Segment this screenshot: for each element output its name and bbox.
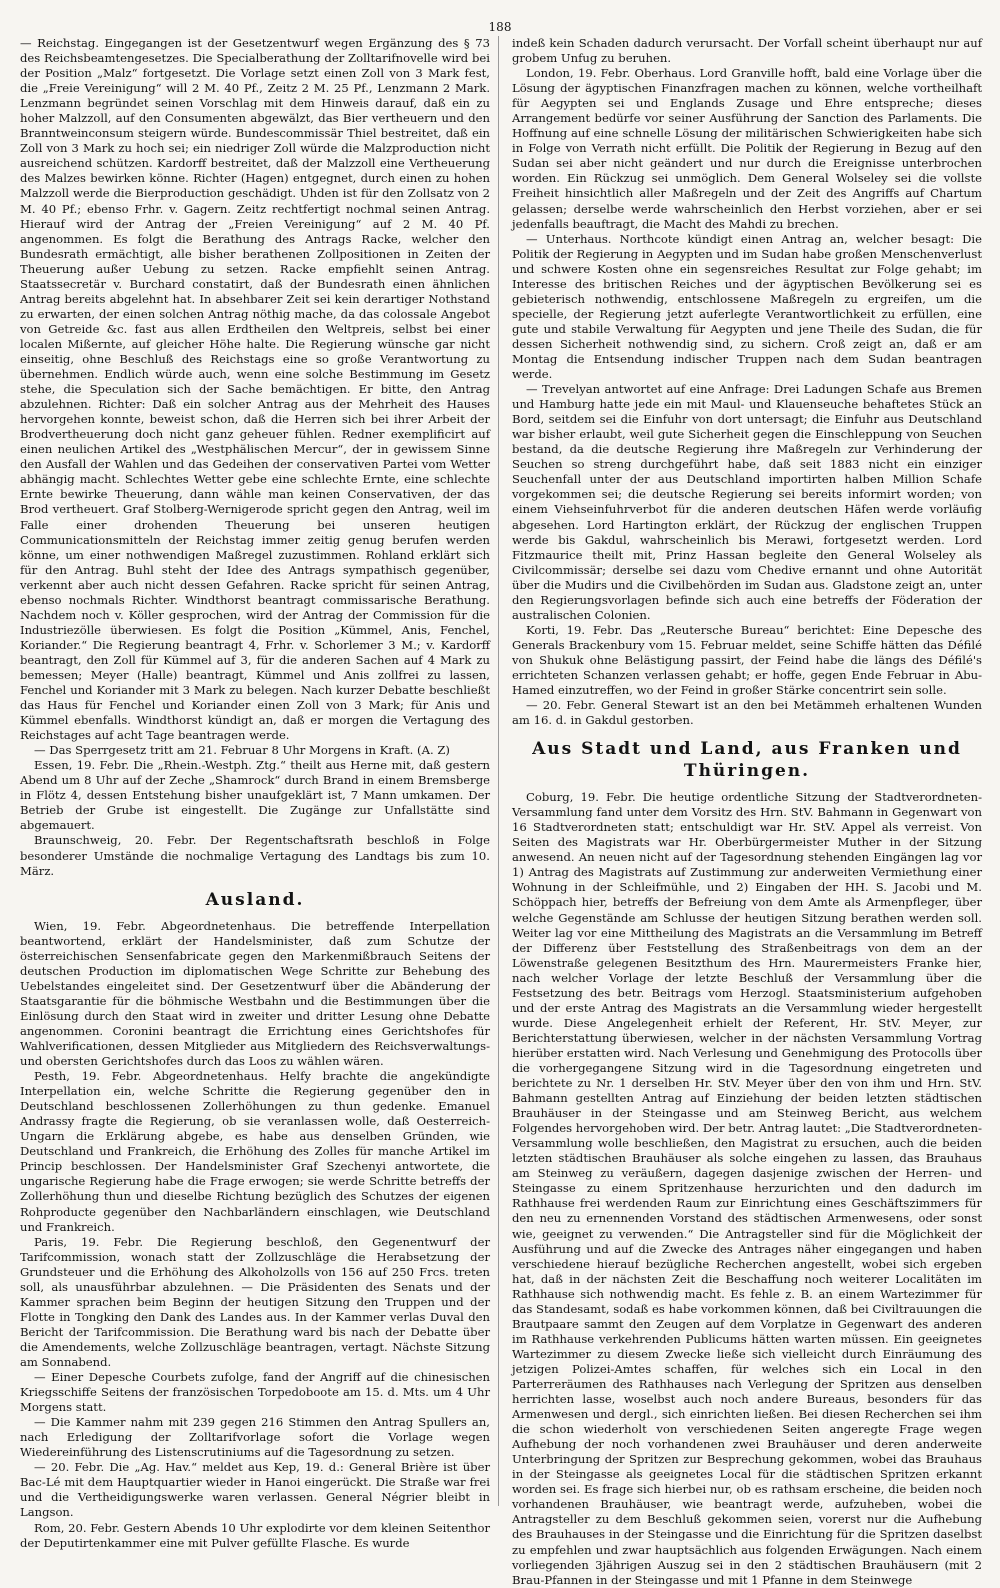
paris-report: Paris, 19. Febr. Die Regierung beschloß, den Gegenentwurf der Tarifcommission, wonach statt der Zollzuschläge die Herabsetzung der Grundsteuer und die Erhöhung des Alkoholzolls von 156 auf 250 Frcs. treten soll, als unausführbar abzulehnen. — Die Präsidenten des Senats und der Kammer sprachen beim Beginn der heutigen Sitzung den Truppen und der Flotte in Tongking den Dank des Landes aus. In der Kammer verlas Duval den Bericht der Tarifcommission. Die Berathung ward bis nach der Debatte über die Amendements, welche Zollzuschläge beantragen, vertagt. Nächste Sitzung am Sonnabend. <box>20 1234 490 1369</box>
pesth-report: Pesth, 19. Febr. Abgeordnetenhaus. Helfy brachte die angekündigte Interpellation ein, welche Schritte die Regierung gegenüber den in Deutschland beschlossenen Zollerhöhungen zu thun gedenke. Emanuel Andrassy fragte die Regierung, ob sie veranlassen wolle, daß Oesterreich-Ungarn die Erklärung abgebe, es habe aus denselben Gründen, wie Deutschland und Frankreich, die Erhöhung des Zolles für manche Artikel im Princip beschlossen. Der Handelsminister Graf Szechenyi antwortete, die ungarische Regierung habe die Frage erwogen; sie werde Schritte betreffs der Zollerhöhung thun und dieselbe Richtung bezüglich des Schutzes der eigenen Rohproducte gegenüber den Nachbarländern einschlagen, wie Deutschland und Frankreich. <box>20 1069 490 1234</box>
left-column <box>20 36 490 1550</box>
kep-note: — 20. Febr. Die „Ag. Hav.“ meldet aus Kep, 19. d.: General Brière ist über Bac-Lé mit dem Hauptquartier wieder in Hanoi eingerückt. Die Straße war frei und die Vertheidigungswerke waren verlassen. General Négrier bleibt in Langson. <box>20 1460 490 1520</box>
courbet-note: — Einer Depesche Courbets zufolge, fand der Angriff auf die chinesischen Kriegsschiffe Seitens der französischen Torpedoboote am 15. d. Mts. um 4 Uhr Morgens statt. <box>20 1370 490 1415</box>
column-divider <box>498 36 499 1506</box>
trevelyan-report: — Trevelyan antwortet auf eine Anfrage: Drei Ladungen Schafe aus Bremen und Hamburg hatte jede ein mit Maul- und Klauenseuche behaftetes Stück an Bord, seitdem sei die Einfuhr von dort untersagt; die Einfuhr aus Deutschland war bisher erlaubt, weil gute Sicherheit gegen die Einschleppung von Seuchen bestand, da die deutsche Regierung ihre Maßregeln zur Verhinderung der Seuchen so streng durchgeführt habe, daß seit 1883 nicht ein einziger Seuchenfall unter der aus Deutschland importirten halben Million Schafe vorgekommen sei; die deutsche Regierung sei bereits informirt worden; von einem Viehseinfuhrverbot für die anderen deutschen Häfen werde vorläufig abgesehen. Lord Hartington erklärt, der Rückzug der englischen Truppen werde bis Gakdul, wahrscheinlich bis Merawi, fortgesetzt werden. Lord Fitzmaurice theilt mit, Prinz Hassan begleite den General Wolseley als Civilcommissär; derselbe sei dazu vom Chedive ernannt und ohne Autorität über die Mudirs und die Civilbehörden im Sudan aus. Gladstone zeigt an, unter den Regierungsvorlagen befinde sich auch eine betreffs der Föderation der australischen Colonien. <box>512 382 982 622</box>
essen-report: Essen, 19. Febr. Die „Rhein.-Westph. Ztg.“ theilt aus Herne mit, daß gestern Abend um 8 Uhr auf der Zeche „Shamrock“ durch Brand in einem Bremsberge in Flötz 4, dessen Entstehung bisher unaufgeklärt ist, 7 Mann umkamen. Der Betrieb der Grube ist eingestellt. Die Zugänge zur Unfallstätte sind abgemauert. <box>20 758 490 833</box>
reichstag-report: — Reichstag. Eingegangen ist der Gesetzentwurf wegen Ergänzung des § 73 des Reichsbeamtengesetzes. Die Specialberathung der Zolltarifnovelle wird bei der Position „Malz“ fortgesetzt. Die Vorlage setzt einen Zoll von 3 Mark fest, die „Freie Vereinigung“ will 2 M. 40 Pf., Zeitz 2 M. 25 Pf., Lenzmann 2 Mark. Lenzmann begründet seinen Vorschlag mit dem Hinweis darauf, daß ein zu hoher Malzzoll, auf den Consumenten abgewälzt, das Bier vertheuern und den Branntweinconsum steigern würde. Bundescommissär Thiel bestreitet, daß ein Zoll von 3 Mark zu hoch sei; ein niedriger Zoll würde die Malzproduction nicht ausreichend schützen. Kardorff bestreitet, daß der Malzzoll eine Vertheuerung des Malzes bewirken könne. Richter (Hagen) entgegnet, durch einen zu hohen Malzzoll werde die Bierproduction geschädigt. Uhden ist für den Zollsatz von 2 M. 40 Pf.; ebenso Frhr. v. Gagern. Zeitz rechtfertigt nochmal seinen Antrag. Hierauf wird der Antrag der „Freien Vereinigung“ auf 2 M. 40 Pf. angenommen. Es folgt die Berathung des Antrags Racke, welcher den Bundesrath ermächtigt, alle bisher berathenen Zollpositionen in Zeiten der Theuerung außer Uebung zu setzen. Racke empfiehlt seinen Antrag. Staatssecretär v. Burchard constatirt, daß der Bundesrath einen ähnlichen Antrag bereits abgelehnt hat. In absehbarer Zeit sei kein derartiger Nothstand zu erwarten, der einen solchen Antrag nöthig mache, da das colossale Angebot von Getreide &c. fast aus allen Erdtheilen den Weltpreis, selbst bei einer localen Mißernte, auf gleicher Höhe halte. Die Regierung wünsche gar nicht einseitig, ohne Beschluß des Reichstags eine so große Verantwortung zu übernehmen. Endlich würde auch, wenn eine solche Bestimmung im Gesetz stehe, die Speculation sich der Sache bemächtigen. Er bitte, den Antrag abzulehnen. Richter: Daß ein solcher Antrag aus der Mehrheit des Hauses hervorgehen konnte, beweist schon, daß die Herren sich bei ihrer Arbeit der Brodvertheuerung doch nicht ganz geheuer fühlen. Redner exemplificirt auf einen neulichen Artikel des „Westphälischen Mercur“, der in gewissem Sinne den Ausfall der Wahlen und das Gedeihen der conservativen Partei vom Wetter abhängig macht. Schlechtes Wetter gebe eine schlechte Ernte, eine schlechte Ernte bewirke Theuerung, dann wähle man keinen Conservativen, der das Brod vertheuert. Graf Stolberg-Wernigerode spricht gegen den Antrag, weil im Falle einer drohenden Theuerung bei unseren heutigen Communicationsmitteln der Reichstag immer zeitig genug berufen werden könne, um einer nothwendigen Maßregel zuzustimmen. Rohland erklärt sich für den Antrag. Buhl steht der Idee des Antrags sympathisch gegenüber, verkennt aber auch nicht dessen Gefahren. Racke spricht für seinen Antrag, ebenso nochmals Richter. Windthorst beantragt commissarische Berathung. Nachdem noch v. Köller gesprochen, wird der Antrag der Commission für die Industriezölle überwiesen. Es folgt die Position „Kümmel, Anis, Fenchel, Koriander.“ Die Regierung beantragt 4, Frhr. v. Schorlemer 3 M.; v. Kardorff beantragt, den Zoll für Kümmel auf 3, für die anderen Sachen auf 4 Mark zu bemessen; Meyer (Halle) beantragt, Kümmel und Anis zollfrei zu lassen, Fenchel und Koriander mit 3 Mark zu belegen. Nach kurzer Debatte beschließt das Haus für Fenchel und Koriander einen Zoll von 3 Mark; für Anis und Kümmel ebenfalls. Windthorst kündigt an, daß er morgen die Vertagung des Reichstages auf acht Tage beantragen werde. <box>20 36 490 743</box>
right-column <box>512 36 982 1587</box>
london-report: London, 19. Febr. Oberhaus. Lord Granville hofft, bald eine Vorlage über die Lösung der ägyptischen Finanzfragen machen zu können, welche vortheilhaft für Aegypten sei und Englands Zusage und Ehre entspreche; dieses Arrangement bedürfe vor seiner Ausführung der Sanction des Parlaments. Die Hoffnung auf eine schnelle Lösung der militärischen Schwierigkeiten habe sich in Folge von Verrath nicht erfüllt. Die Politik der Regierung in Bezug auf den Sudan sei aber nicht geändert und nur durch die Ereignisse unterbrochen worden. Ein Rückzug sei unmöglich. Dem General Wolseley sei die vollste Freiheit hinsichtlich aller Maßregeln und der Zeit des Angriffs auf Chartum gelassen; derselbe werde wahrscheinlich den Herbst vorziehen, aber er sei jedenfalls beauftragt, die Macht des Mahdi zu brechen. <box>512 66 982 231</box>
rom-continuation: indeß kein Schaden dadurch verursacht. Der Vorfall scheint überhaupt nur auf grobem Unfug zu beruhen. <box>512 36 982 66</box>
stewart-note: — 20. Febr. General Stewart ist an den bei Metämmeh erhaltenen Wunden am 16. d. in Gakdul gestorben. <box>512 698 982 728</box>
rom-report: Rom, 20. Febr. Gestern Abends 10 Uhr explodirte vor dem kleinen Seitenthor der Deputirtenkammer eine mit Pulver gefüllte Flasche. Es wurde <box>20 1520 490 1550</box>
korti-report: Korti, 19. Febr. Das „Reutersche Bureau“ berichtet: Eine Depesche des Generals Brackenbury vom 15. Februar meldet, seine Schiffe hätten das Défilé von Shukuk ohne Belästigung passirt, der Feind habe die längs des Défilé's errichteten Schanzen verlassen gehabt; er hoffe, gegen Ende Februar in Abu-Hamed einzutreffen, wo der Feind in großer Stärke concentrirt sein solle. <box>512 622 982 698</box>
unterhaus-report: — Unterhaus. Northcote kündigt einen Antrag an, welcher besagt: Die Politik der Regierung in Aegypten und im Sudan habe großen Menschenverlust und schwere Kosten ohne ein segensreiches Resultat zur Folge gehabt; im Interesse des britischen Reiches und der ägyptischen Bevölkerung sei es gebieterisch nothwendig, entschlossene Maßregeln zu ergreifen, um die specielle, der Regierung jetzt auferlegte Verantwortlichkeit zu erfüllen, eine gute und stabile Verwaltung für Aegypten und jene Theile des Sudan, die für dessen Sicherheit nothwendig sind, zu sichern. Croß zeigt an, daß er am Montag die Entsendung indischer Truppen nach dem Sudan beantragen werde. <box>512 231 982 382</box>
page-number: 188 <box>488 20 512 34</box>
ausland-heading: Ausland. <box>205 889 305 910</box>
coburg-report: Coburg, 19. Febr. Die heutige ordentliche Sitzung der Stadtverordneten-Versammlung fand unter dem Vorsitz des Hrn. StV. Bahmann in Gegenwart von 16 Stadtverordneten statt; entschuldigt war Hr. StV. Appel als verreist. Von Seiten des Magistrats war Hr. Oberbürgermeister Muther in der Sitzung anwesend. An neuen nicht auf der Tagesordnung stehenden Eingängen lag vor 1) Antrag des Magistrats auf Zustimmung zur anderweiten Vermiethung einer Wohnung in der Schleifmühle, und 2) Eingaben der HH. S. Jacobi und M. Schöppach hier, betreffs der Befreiung von dem Amte als Armenpfleger, über welche Gegenstände am Schlusse der heutigen Sitzung berathen werden soll. Weiter lag vor eine Mittheilung des Magistrats an die Versammlung im Betreff der Differenz über Feststellung des Straßenbeitrags von dem an der Löwenstraße gelegenen Besitzthum des Hrn. Maurermeisters Franke hier, nach welcher Vorlage der letzte Beschluß der Versammlung über die Festsetzung des betr. Beitrags vom Herzogl. Staatsministerium aufgehoben und der erste Antrag des Magistrats an die Versammlung wieder hergestellt wurde. Diese Angelegenheit erhielt der Referent, Hr. StV. Meyer, zur Berichterstattung überwiesen, welcher in der nächsten Versammlung Vortrag hierüber erstatten wird. Nach Verlesung und Genehmigung des Protocolls über die vorhergegangene Sitzung wird in die Tagesordnung eingetreten und berichtete zu Nr. 1 derselben Hr. StV. Meyer über den von ihm und Hrn. StV. Bahmann gestellten Antrag auf Einziehung der beiden letzten städtischen Brauhäuser in der Steingasse und am Steinweg Bericht, aus welchem Folgendes hervorgehoben wird. Der betr. Antrag lautet: „Die Stadtverordneten-Versammlung wolle beschließen, den Magistrat zu ersuchen, auch die beiden letzten städtischen Brauhäuser als solche eingehen zu lassen, das Brauhaus am Steinweg zu veräußern, dagegen dasjenige zwischen der Herren- und Steingasse zu einem Spritzenhause herzurichten und den dadurch im Rathhause frei werdenden Raum zur Einrichtung eines Geschäftszimmers für den neu zu ernennenden Vorstand des städtischen Armenwesens, oder sonst wie, geeignet zu verwenden.“ Die Antragsteller sind für die Möglichkeit der Ausführung und auf die Zwecke des Antrages näher eingegangen und haben verschiedene hierauf bezügliche Recherchen angestellt, wobei sich ergeben hat, daß in der nächsten Zeit die Beschaffung noch weiterer Localitäten im Rathhause sich nothwendig macht. Es fehle z. B. an einem Wartezimmer für das Standesamt, sodaß es habe vorkommen können, daß bei Civiltrauungen die Brautpaare sammt den Zeugen auf dem Vorplatze in Gegenwart des anderen im Rathhause verkehrenden Publicums hätten warten müssen. Ein geeignetes Wartezimmer zu diesem Zwecke ließe sich vielleicht durch Einräumung des jetzigen Polizei-Amtes schaffen, für welches sich ein Local in den Parterreräumen des Rathhauses nach Verlegung der Spritzen aus denselben herrichten lasse, woselbst auch noch andere Bureaus, besonders für das Armenwesen und dergl., sich einrichten ließen. Bei diesen Recherchen sei ihm die schon wiederholt von verschiedenen Seiten angeregte Frage wegen Aufhebung der noch vorhandenen zwei Brauhäuser und deren anderweite Unterbringung der Spritzen zur Besprechung gekommen, wobei das Brauhaus in der Steingasse als geeignetes Local für die städtischen Spritzen erkannt worden sei. Es frage sich hierbei nur, ob es rathsam erscheine, die beiden noch vorhandenen Brauhäuser, wie beantragt werde, aufzuheben, wobei die Antragsteller zu dem Beschluß gekommen seien, vorerst nur die Aufhebung des Brauhauses in der Steingasse und die Einrichtung für die Spritzen daselbst zu empfehlen und zwar hauptsächlich aus folgenden Erwägungen. Nach einem vorliegenden 3jährigen Auszug sei in den 2 städtischen Brauhäusern (mit 2 Brau-Pfannen in der Steingasse und mit 1 Pfanne in dem Steinwege <box>512 790 982 1587</box>
stadt-land-heading: Aus Stadt und Land, aus Franken und Thüringen. <box>532 739 962 782</box>
kammer-note: — Die Kammer nahm mit 239 gegen 216 Stimmen den Antrag Spullers an, nach Erledigung der Zolltarifvorlage sofort die Vorlage wegen Wiedereinführung des Listenscrutiniums auf die Tagesordnung zu setzen. <box>20 1415 490 1460</box>
sperrgesetz-note: — Das Sperrgesetz tritt am 21. Februar 8 Uhr Morgens in Kraft. (A. Z) <box>34 743 450 758</box>
wien-report: Wien, 19. Febr. Abgeordnetenhaus. Die betreffende Interpellation beantwortend, erklärt der Handelsminister, daß zum Schutze der österreichischen Sensenfabricate gegen den Markenmißbrauch Seitens der deutschen Production im diplomatischen Wege Schritte zur Behebung des Uebelstandes eingeleitet sind. Der Gesetzentwurf über die Abänderung der Staatsgarantie für die böhmische Westbahn und die Bestimmungen über die Einlösung durch den Staat wird in zweiter und dritter Lesung ohne Debatte angenommen. Coronini beantragt die Errichtung eines Gerichtshofes für Wahlverificationen, dessen Mitglieder aus Mitgliedern des Reichsverwaltungs- und obersten Gerichtshofes durch das Loos zu wählen wären. <box>20 918 490 1069</box>
braunschweig-report: Braunschweig, 20. Febr. Der Regentschaftsrath beschloß in Folge besonderer Umstände die nochmalige Vertagung des Landtags bis zum 10. März. <box>20 833 490 878</box>
